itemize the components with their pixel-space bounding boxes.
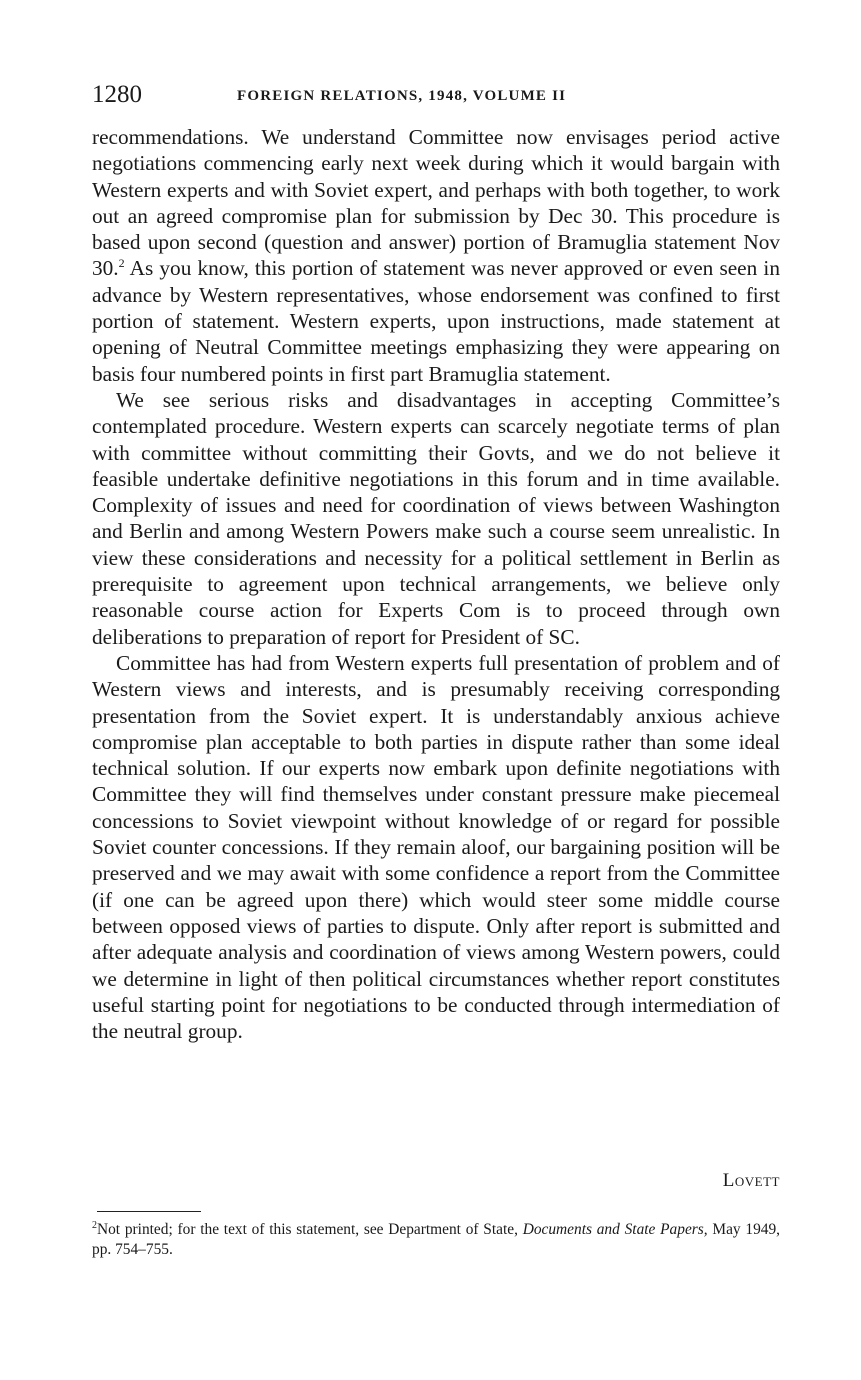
page-header: [92, 80, 772, 114]
footnote-reference: 2: [118, 256, 125, 271]
running-head: FOREIGN RELATIONS, 1948, VOLUME II: [237, 88, 567, 104]
signature: Lovett: [722, 1170, 780, 1191]
paragraph-3: Committee has had from Western experts full presentation of problem and of Western views and interests, and is presumably receiving corresponding presentation from the Soviet expert. It is understandably anxious achieve compromise plan acceptable to both parties in dispute rather than some ideal technical solution. If our experts now embark upon definite negotiations with Committee they will find themselves under constant pressure make piecemeal concessions to Soviet viewpoint without knowledge of or regard for possible Soviet counter concessions. If they remain aloof, our bargaining position will be preserved and we may await with some confidence a report from the Committee (if one can be agreed upon there) which would steer some middle course between opposed views of parties to dispute. Only after report is submitted and after adequate analysis and coordination of views among Western powers, could we determine in light of then political circumstances whether report constitutes useful starting point for negotiations to be conducted through intermediation of the neutral group.: [92, 650, 780, 1044]
footnote: [92, 1220, 780, 1260]
document-body: [92, 124, 780, 1044]
footnote-text: Not printed; for the text of this statement, see Department of State,: [97, 1221, 523, 1238]
footnote-citation: May 1949, pp. 754–755.: [92, 1221, 780, 1258]
page-number: 1280: [92, 81, 142, 108]
paragraph-2: We see serious risks and disadvantages in accepting Committee’s contemplated procedure. Western experts can scarcely negotiate terms of plan with committee without committing their Govts, and we do not believe it feasible undertake definitive negotiations in this forum and in time available. Complexity of issues and need for coordination of views between Washington and Berlin and among Western Powers make such a course seem unrealistic. In view these considerations and necessity for a political settlement in Berlin as prerequisite to agreement upon technical arrangements, we believe only reasonable course action for Experts Com is to proceed through own deliberations to preparation of report for President of SC.: [92, 387, 780, 649]
paragraph-1-continuation: As you know, this portion of statement was never approved or even seen in advance by Western representatives, whose endorsement was confined to first portion of statement. Western experts, upon instructions, made statement at opening of Neutral Committee meetings emphasizing they were appearing on basis four numbered points in first part Bramuglia statement.: [92, 256, 780, 386]
paragraph-1: [92, 124, 780, 387]
footnote-publication-title: Documents and State Papers,: [522, 1221, 708, 1238]
paragraph-1-text: recommendations. We understand Committee now envisages period active negotiations commencing early next week during which it would bargain with Western experts and with Soviet expert, and perhaps with both together, to work out an agreed compromise plan for submission by Dec 30. This procedure is based upon second (question and answer) portion of Bramuglia statement Nov 30.: [92, 125, 780, 281]
footnote-marker: 2: [92, 1219, 97, 1231]
footnote-divider: [97, 1211, 201, 1212]
